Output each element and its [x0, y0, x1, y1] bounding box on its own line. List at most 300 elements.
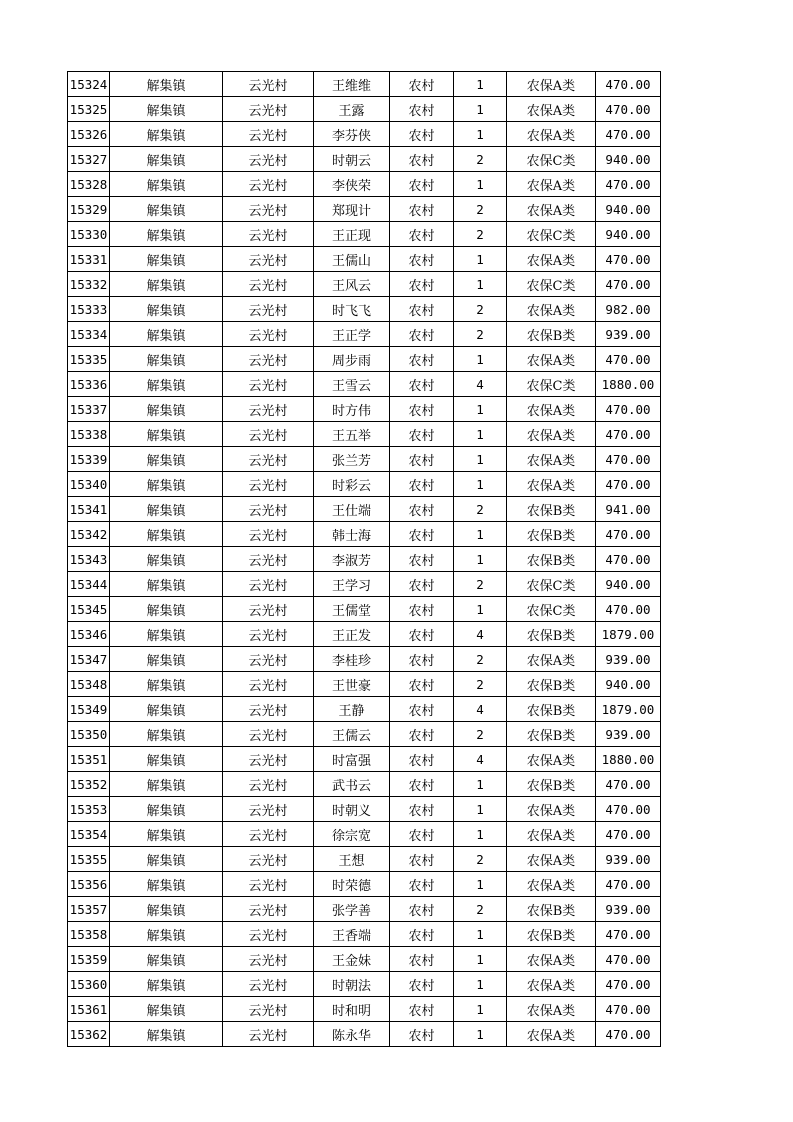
table-row: [68, 272, 661, 297]
area-type-cell: 农村: [390, 947, 454, 972]
town-name-cell: 解集镇: [110, 947, 223, 972]
area-type-cell: 农村: [390, 497, 454, 522]
record-id-cell: 15356: [68, 872, 110, 897]
amount-value-cell: 470.00: [596, 447, 661, 472]
table-row: [68, 147, 661, 172]
table-row: [68, 472, 661, 497]
person-name-cell: 时富强: [314, 747, 390, 772]
amount-value-cell: 470.00: [596, 272, 661, 297]
village-name-cell: 云光村: [223, 72, 314, 97]
area-type-cell: 农村: [390, 722, 454, 747]
village-name-cell: 云光村: [223, 497, 314, 522]
area-type-cell: 农村: [390, 622, 454, 647]
household-count-cell: 2: [454, 897, 507, 922]
town-name-cell: 解集镇: [110, 847, 223, 872]
village-name-cell: 云光村: [223, 97, 314, 122]
amount-value-cell: 940.00: [596, 147, 661, 172]
household-count-cell: 2: [454, 572, 507, 597]
amount-value-cell: 470.00: [596, 172, 661, 197]
household-count-cell: 1: [454, 122, 507, 147]
area-type-cell: 农村: [390, 572, 454, 597]
record-id-cell: 15339: [68, 447, 110, 472]
area-type-cell: 农村: [390, 472, 454, 497]
record-id-cell: 15337: [68, 397, 110, 422]
insurance-category-cell: 农保A类: [507, 472, 596, 497]
area-type-cell: 农村: [390, 197, 454, 222]
town-name-cell: 解集镇: [110, 722, 223, 747]
household-count-cell: 1: [454, 522, 507, 547]
record-id-cell: 15343: [68, 547, 110, 572]
town-name-cell: 解集镇: [110, 222, 223, 247]
amount-value-cell: 940.00: [596, 572, 661, 597]
person-name-cell: 李芬侠: [314, 122, 390, 147]
record-id-cell: 15334: [68, 322, 110, 347]
amount-value-cell: 470.00: [596, 422, 661, 447]
record-id-cell: 15344: [68, 572, 110, 597]
person-name-cell: 时朝义: [314, 797, 390, 822]
insurance-category-cell: 农保A类: [507, 72, 596, 97]
insurance-category-cell: 农保A类: [507, 822, 596, 847]
insurance-category-cell: 农保A类: [507, 947, 596, 972]
amount-value-cell: 470.00: [596, 522, 661, 547]
person-name-cell: 时朝云: [314, 147, 390, 172]
table-row: [68, 222, 661, 247]
household-count-cell: 2: [454, 322, 507, 347]
table-row: [68, 172, 661, 197]
town-name-cell: 解集镇: [110, 997, 223, 1022]
record-id-cell: 15325: [68, 97, 110, 122]
village-name-cell: 云光村: [223, 972, 314, 997]
household-count-cell: 1: [454, 397, 507, 422]
insurance-category-cell: 农保C类: [507, 572, 596, 597]
insurance-category-cell: 农保A类: [507, 872, 596, 897]
area-type-cell: 农村: [390, 747, 454, 772]
table-row: [68, 797, 661, 822]
record-id-cell: 15331: [68, 247, 110, 272]
table-row: [68, 647, 661, 672]
person-name-cell: 张兰芳: [314, 447, 390, 472]
household-count-cell: 4: [454, 622, 507, 647]
table-row: [68, 722, 661, 747]
insurance-category-cell: 农保B类: [507, 722, 596, 747]
town-name-cell: 解集镇: [110, 247, 223, 272]
town-name-cell: 解集镇: [110, 147, 223, 172]
record-id-cell: 15324: [68, 72, 110, 97]
insurance-category-cell: 农保B类: [507, 522, 596, 547]
town-name-cell: 解集镇: [110, 897, 223, 922]
record-id-cell: 15351: [68, 747, 110, 772]
area-type-cell: 农村: [390, 222, 454, 247]
town-name-cell: 解集镇: [110, 872, 223, 897]
household-count-cell: 1: [454, 272, 507, 297]
insurance-category-cell: 农保A类: [507, 847, 596, 872]
record-id-cell: 15352: [68, 772, 110, 797]
person-name-cell: 时彩云: [314, 472, 390, 497]
village-name-cell: 云光村: [223, 947, 314, 972]
record-id-cell: 15326: [68, 122, 110, 147]
household-count-cell: 1: [454, 772, 507, 797]
table-row: [68, 97, 661, 122]
record-id-cell: 15353: [68, 797, 110, 822]
area-type-cell: 农村: [390, 997, 454, 1022]
table-row: [68, 422, 661, 447]
village-name-cell: 云光村: [223, 122, 314, 147]
town-name-cell: 解集镇: [110, 272, 223, 297]
person-name-cell: 张学善: [314, 897, 390, 922]
area-type-cell: 农村: [390, 72, 454, 97]
amount-value-cell: 470.00: [596, 472, 661, 497]
record-id-cell: 15332: [68, 272, 110, 297]
table-row: [68, 772, 661, 797]
table-row: [68, 372, 661, 397]
amount-value-cell: 470.00: [596, 922, 661, 947]
area-type-cell: 农村: [390, 847, 454, 872]
area-type-cell: 农村: [390, 797, 454, 822]
town-name-cell: 解集镇: [110, 747, 223, 772]
household-count-cell: 2: [454, 197, 507, 222]
amount-value-cell: 470.00: [596, 72, 661, 97]
amount-value-cell: 470.00: [596, 547, 661, 572]
person-name-cell: 王香端: [314, 922, 390, 947]
village-name-cell: 云光村: [223, 722, 314, 747]
village-name-cell: 云光村: [223, 747, 314, 772]
village-name-cell: 云光村: [223, 647, 314, 672]
record-id-cell: 15359: [68, 947, 110, 972]
village-name-cell: 云光村: [223, 922, 314, 947]
area-type-cell: 农村: [390, 147, 454, 172]
village-name-cell: 云光村: [223, 147, 314, 172]
insurance-category-cell: 农保A类: [507, 347, 596, 372]
area-type-cell: 农村: [390, 447, 454, 472]
roster-body: [68, 72, 661, 1047]
town-name-cell: 解集镇: [110, 697, 223, 722]
amount-value-cell: 470.00: [596, 872, 661, 897]
household-count-cell: 1: [454, 972, 507, 997]
record-id-cell: 15346: [68, 622, 110, 647]
insurance-category-cell: 农保A类: [507, 447, 596, 472]
record-id-cell: 15338: [68, 422, 110, 447]
table-row: [68, 1022, 661, 1047]
town-name-cell: 解集镇: [110, 347, 223, 372]
amount-value-cell: 470.00: [596, 122, 661, 147]
area-type-cell: 农村: [390, 597, 454, 622]
area-type-cell: 农村: [390, 772, 454, 797]
village-name-cell: 云光村: [223, 1022, 314, 1047]
town-name-cell: 解集镇: [110, 572, 223, 597]
person-name-cell: 时和明: [314, 997, 390, 1022]
area-type-cell: 农村: [390, 822, 454, 847]
amount-value-cell: 940.00: [596, 222, 661, 247]
town-name-cell: 解集镇: [110, 172, 223, 197]
town-name-cell: 解集镇: [110, 72, 223, 97]
table-row: [68, 697, 661, 722]
record-id-cell: 15333: [68, 297, 110, 322]
person-name-cell: 李侠荣: [314, 172, 390, 197]
record-id-cell: 15335: [68, 347, 110, 372]
person-name-cell: 王风云: [314, 272, 390, 297]
person-name-cell: 王维维: [314, 72, 390, 97]
household-count-cell: 4: [454, 747, 507, 772]
insurance-category-cell: 农保C类: [507, 272, 596, 297]
table-row: [68, 497, 661, 522]
insurance-category-cell: 农保C类: [507, 597, 596, 622]
household-count-cell: 1: [454, 947, 507, 972]
village-name-cell: 云光村: [223, 622, 314, 647]
person-name-cell: 王正现: [314, 222, 390, 247]
amount-value-cell: 470.00: [596, 947, 661, 972]
town-name-cell: 解集镇: [110, 797, 223, 822]
household-count-cell: 2: [454, 847, 507, 872]
table-row: [68, 622, 661, 647]
amount-value-cell: 470.00: [596, 1022, 661, 1047]
town-name-cell: 解集镇: [110, 497, 223, 522]
household-count-cell: 1: [454, 172, 507, 197]
amount-value-cell: 470.00: [596, 597, 661, 622]
household-count-cell: 1: [454, 997, 507, 1022]
town-name-cell: 解集镇: [110, 297, 223, 322]
table-row: [68, 972, 661, 997]
table-row: [68, 547, 661, 572]
area-type-cell: 农村: [390, 922, 454, 947]
area-type-cell: 农村: [390, 347, 454, 372]
insurance-category-cell: 农保B类: [507, 922, 596, 947]
table-row: [68, 447, 661, 472]
town-name-cell: 解集镇: [110, 772, 223, 797]
table-row: [68, 322, 661, 347]
insurance-category-cell: 农保B类: [507, 697, 596, 722]
village-name-cell: 云光村: [223, 822, 314, 847]
insurance-category-cell: 农保C类: [507, 147, 596, 172]
village-name-cell: 云光村: [223, 222, 314, 247]
person-name-cell: 王想: [314, 847, 390, 872]
village-name-cell: 云光村: [223, 197, 314, 222]
area-type-cell: 农村: [390, 172, 454, 197]
household-count-cell: 2: [454, 672, 507, 697]
insurance-category-cell: 农保A类: [507, 972, 596, 997]
household-count-cell: 4: [454, 697, 507, 722]
village-name-cell: 云光村: [223, 847, 314, 872]
person-name-cell: 徐宗宽: [314, 822, 390, 847]
village-name-cell: 云光村: [223, 397, 314, 422]
town-name-cell: 解集镇: [110, 1022, 223, 1047]
town-name-cell: 解集镇: [110, 647, 223, 672]
person-name-cell: 李淑芳: [314, 547, 390, 572]
insurance-category-cell: 农保A类: [507, 297, 596, 322]
amount-value-cell: 470.00: [596, 972, 661, 997]
amount-value-cell: 1879.00: [596, 622, 661, 647]
area-type-cell: 农村: [390, 97, 454, 122]
village-name-cell: 云光村: [223, 872, 314, 897]
insurance-category-cell: 农保A类: [507, 247, 596, 272]
record-id-cell: 15360: [68, 972, 110, 997]
amount-value-cell: 470.00: [596, 97, 661, 122]
record-id-cell: 15341: [68, 497, 110, 522]
record-id-cell: 15358: [68, 922, 110, 947]
insurance-category-cell: 农保A类: [507, 197, 596, 222]
record-id-cell: 15336: [68, 372, 110, 397]
amount-value-cell: 470.00: [596, 822, 661, 847]
village-name-cell: 云光村: [223, 247, 314, 272]
table-row: [68, 847, 661, 872]
area-type-cell: 农村: [390, 672, 454, 697]
insurance-category-cell: 农保C类: [507, 372, 596, 397]
town-name-cell: 解集镇: [110, 472, 223, 497]
insurance-category-cell: 农保B类: [507, 772, 596, 797]
household-count-cell: 1: [454, 422, 507, 447]
person-name-cell: 王正学: [314, 322, 390, 347]
record-id-cell: 15330: [68, 222, 110, 247]
town-name-cell: 解集镇: [110, 122, 223, 147]
amount-value-cell: 1879.00: [596, 697, 661, 722]
table-row: [68, 597, 661, 622]
record-id-cell: 15361: [68, 997, 110, 1022]
area-type-cell: 农村: [390, 1022, 454, 1047]
village-name-cell: 云光村: [223, 672, 314, 697]
insurance-category-cell: 农保C类: [507, 222, 596, 247]
person-name-cell: 时飞飞: [314, 297, 390, 322]
amount-value-cell: 1880.00: [596, 372, 661, 397]
person-name-cell: 王露: [314, 97, 390, 122]
area-type-cell: 农村: [390, 122, 454, 147]
table-row: [68, 747, 661, 772]
household-count-cell: 2: [454, 222, 507, 247]
insurance-category-cell: 农保A类: [507, 1022, 596, 1047]
amount-value-cell: 941.00: [596, 497, 661, 522]
town-name-cell: 解集镇: [110, 622, 223, 647]
table-row: [68, 522, 661, 547]
insurance-category-cell: 农保A类: [507, 397, 596, 422]
household-count-cell: 4: [454, 372, 507, 397]
town-name-cell: 解集镇: [110, 972, 223, 997]
person-name-cell: 韩士海: [314, 522, 390, 547]
town-name-cell: 解集镇: [110, 372, 223, 397]
area-type-cell: 农村: [390, 697, 454, 722]
record-id-cell: 15357: [68, 897, 110, 922]
amount-value-cell: 1880.00: [596, 747, 661, 772]
insurance-category-cell: 农保B类: [507, 547, 596, 572]
amount-value-cell: 982.00: [596, 297, 661, 322]
amount-value-cell: 939.00: [596, 647, 661, 672]
table-row: [68, 947, 661, 972]
table-row: [68, 297, 661, 322]
village-name-cell: 云光村: [223, 172, 314, 197]
record-id-cell: 15345: [68, 597, 110, 622]
table-row: [68, 347, 661, 372]
area-type-cell: 农村: [390, 972, 454, 997]
town-name-cell: 解集镇: [110, 322, 223, 347]
insurance-category-cell: 农保A类: [507, 97, 596, 122]
household-count-cell: 1: [454, 922, 507, 947]
household-count-cell: 2: [454, 722, 507, 747]
town-name-cell: 解集镇: [110, 597, 223, 622]
area-type-cell: 农村: [390, 897, 454, 922]
town-name-cell: 解集镇: [110, 522, 223, 547]
amount-value-cell: 940.00: [596, 197, 661, 222]
village-name-cell: 云光村: [223, 547, 314, 572]
person-name-cell: 王正发: [314, 622, 390, 647]
insurance-category-cell: 农保A类: [507, 172, 596, 197]
household-count-cell: 1: [454, 547, 507, 572]
village-name-cell: 云光村: [223, 472, 314, 497]
area-type-cell: 农村: [390, 247, 454, 272]
record-id-cell: 15350: [68, 722, 110, 747]
table-row: [68, 897, 661, 922]
person-name-cell: 时方伟: [314, 397, 390, 422]
town-name-cell: 解集镇: [110, 422, 223, 447]
person-name-cell: 王学习: [314, 572, 390, 597]
record-id-cell: 15354: [68, 822, 110, 847]
village-name-cell: 云光村: [223, 897, 314, 922]
insurance-category-cell: 农保A类: [507, 747, 596, 772]
amount-value-cell: 940.00: [596, 672, 661, 697]
table-row: [68, 997, 661, 1022]
amount-value-cell: 470.00: [596, 247, 661, 272]
record-id-cell: 15349: [68, 697, 110, 722]
town-name-cell: 解集镇: [110, 397, 223, 422]
village-name-cell: 云光村: [223, 322, 314, 347]
record-id-cell: 15355: [68, 847, 110, 872]
household-count-cell: 2: [454, 497, 507, 522]
person-name-cell: 王世豪: [314, 672, 390, 697]
insurance-category-cell: 农保B类: [507, 322, 596, 347]
person-name-cell: 王五举: [314, 422, 390, 447]
amount-value-cell: 939.00: [596, 322, 661, 347]
insurance-category-cell: 农保A类: [507, 422, 596, 447]
person-name-cell: 王仕端: [314, 497, 390, 522]
table-row: [68, 247, 661, 272]
insurance-category-cell: 农保B类: [507, 672, 596, 697]
village-name-cell: 云光村: [223, 297, 314, 322]
amount-value-cell: 939.00: [596, 897, 661, 922]
area-type-cell: 农村: [390, 647, 454, 672]
town-name-cell: 解集镇: [110, 922, 223, 947]
household-count-cell: 1: [454, 797, 507, 822]
village-name-cell: 云光村: [223, 447, 314, 472]
village-name-cell: 云光村: [223, 372, 314, 397]
insurance-category-cell: 农保B类: [507, 897, 596, 922]
table-row: [68, 72, 661, 97]
insurance-category-cell: 农保B类: [507, 497, 596, 522]
area-type-cell: 农村: [390, 272, 454, 297]
village-name-cell: 云光村: [223, 597, 314, 622]
person-name-cell: 时朝法: [314, 972, 390, 997]
amount-value-cell: 939.00: [596, 847, 661, 872]
table-row: [68, 872, 661, 897]
amount-value-cell: 470.00: [596, 997, 661, 1022]
area-type-cell: 农村: [390, 547, 454, 572]
table-row: [68, 822, 661, 847]
insurance-category-cell: 农保B类: [507, 622, 596, 647]
area-type-cell: 农村: [390, 372, 454, 397]
table-row: [68, 922, 661, 947]
person-name-cell: 王儒山: [314, 247, 390, 272]
area-type-cell: 农村: [390, 397, 454, 422]
amount-value-cell: 470.00: [596, 772, 661, 797]
insurance-category-cell: 农保A类: [507, 797, 596, 822]
area-type-cell: 农村: [390, 522, 454, 547]
household-count-cell: 1: [454, 347, 507, 372]
household-count-cell: 2: [454, 147, 507, 172]
village-name-cell: 云光村: [223, 572, 314, 597]
village-name-cell: 云光村: [223, 697, 314, 722]
town-name-cell: 解集镇: [110, 197, 223, 222]
table-row: [68, 122, 661, 147]
household-count-cell: 1: [454, 822, 507, 847]
area-type-cell: 农村: [390, 297, 454, 322]
person-name-cell: 王儒堂: [314, 597, 390, 622]
record-id-cell: 15329: [68, 197, 110, 222]
village-name-cell: 云光村: [223, 522, 314, 547]
